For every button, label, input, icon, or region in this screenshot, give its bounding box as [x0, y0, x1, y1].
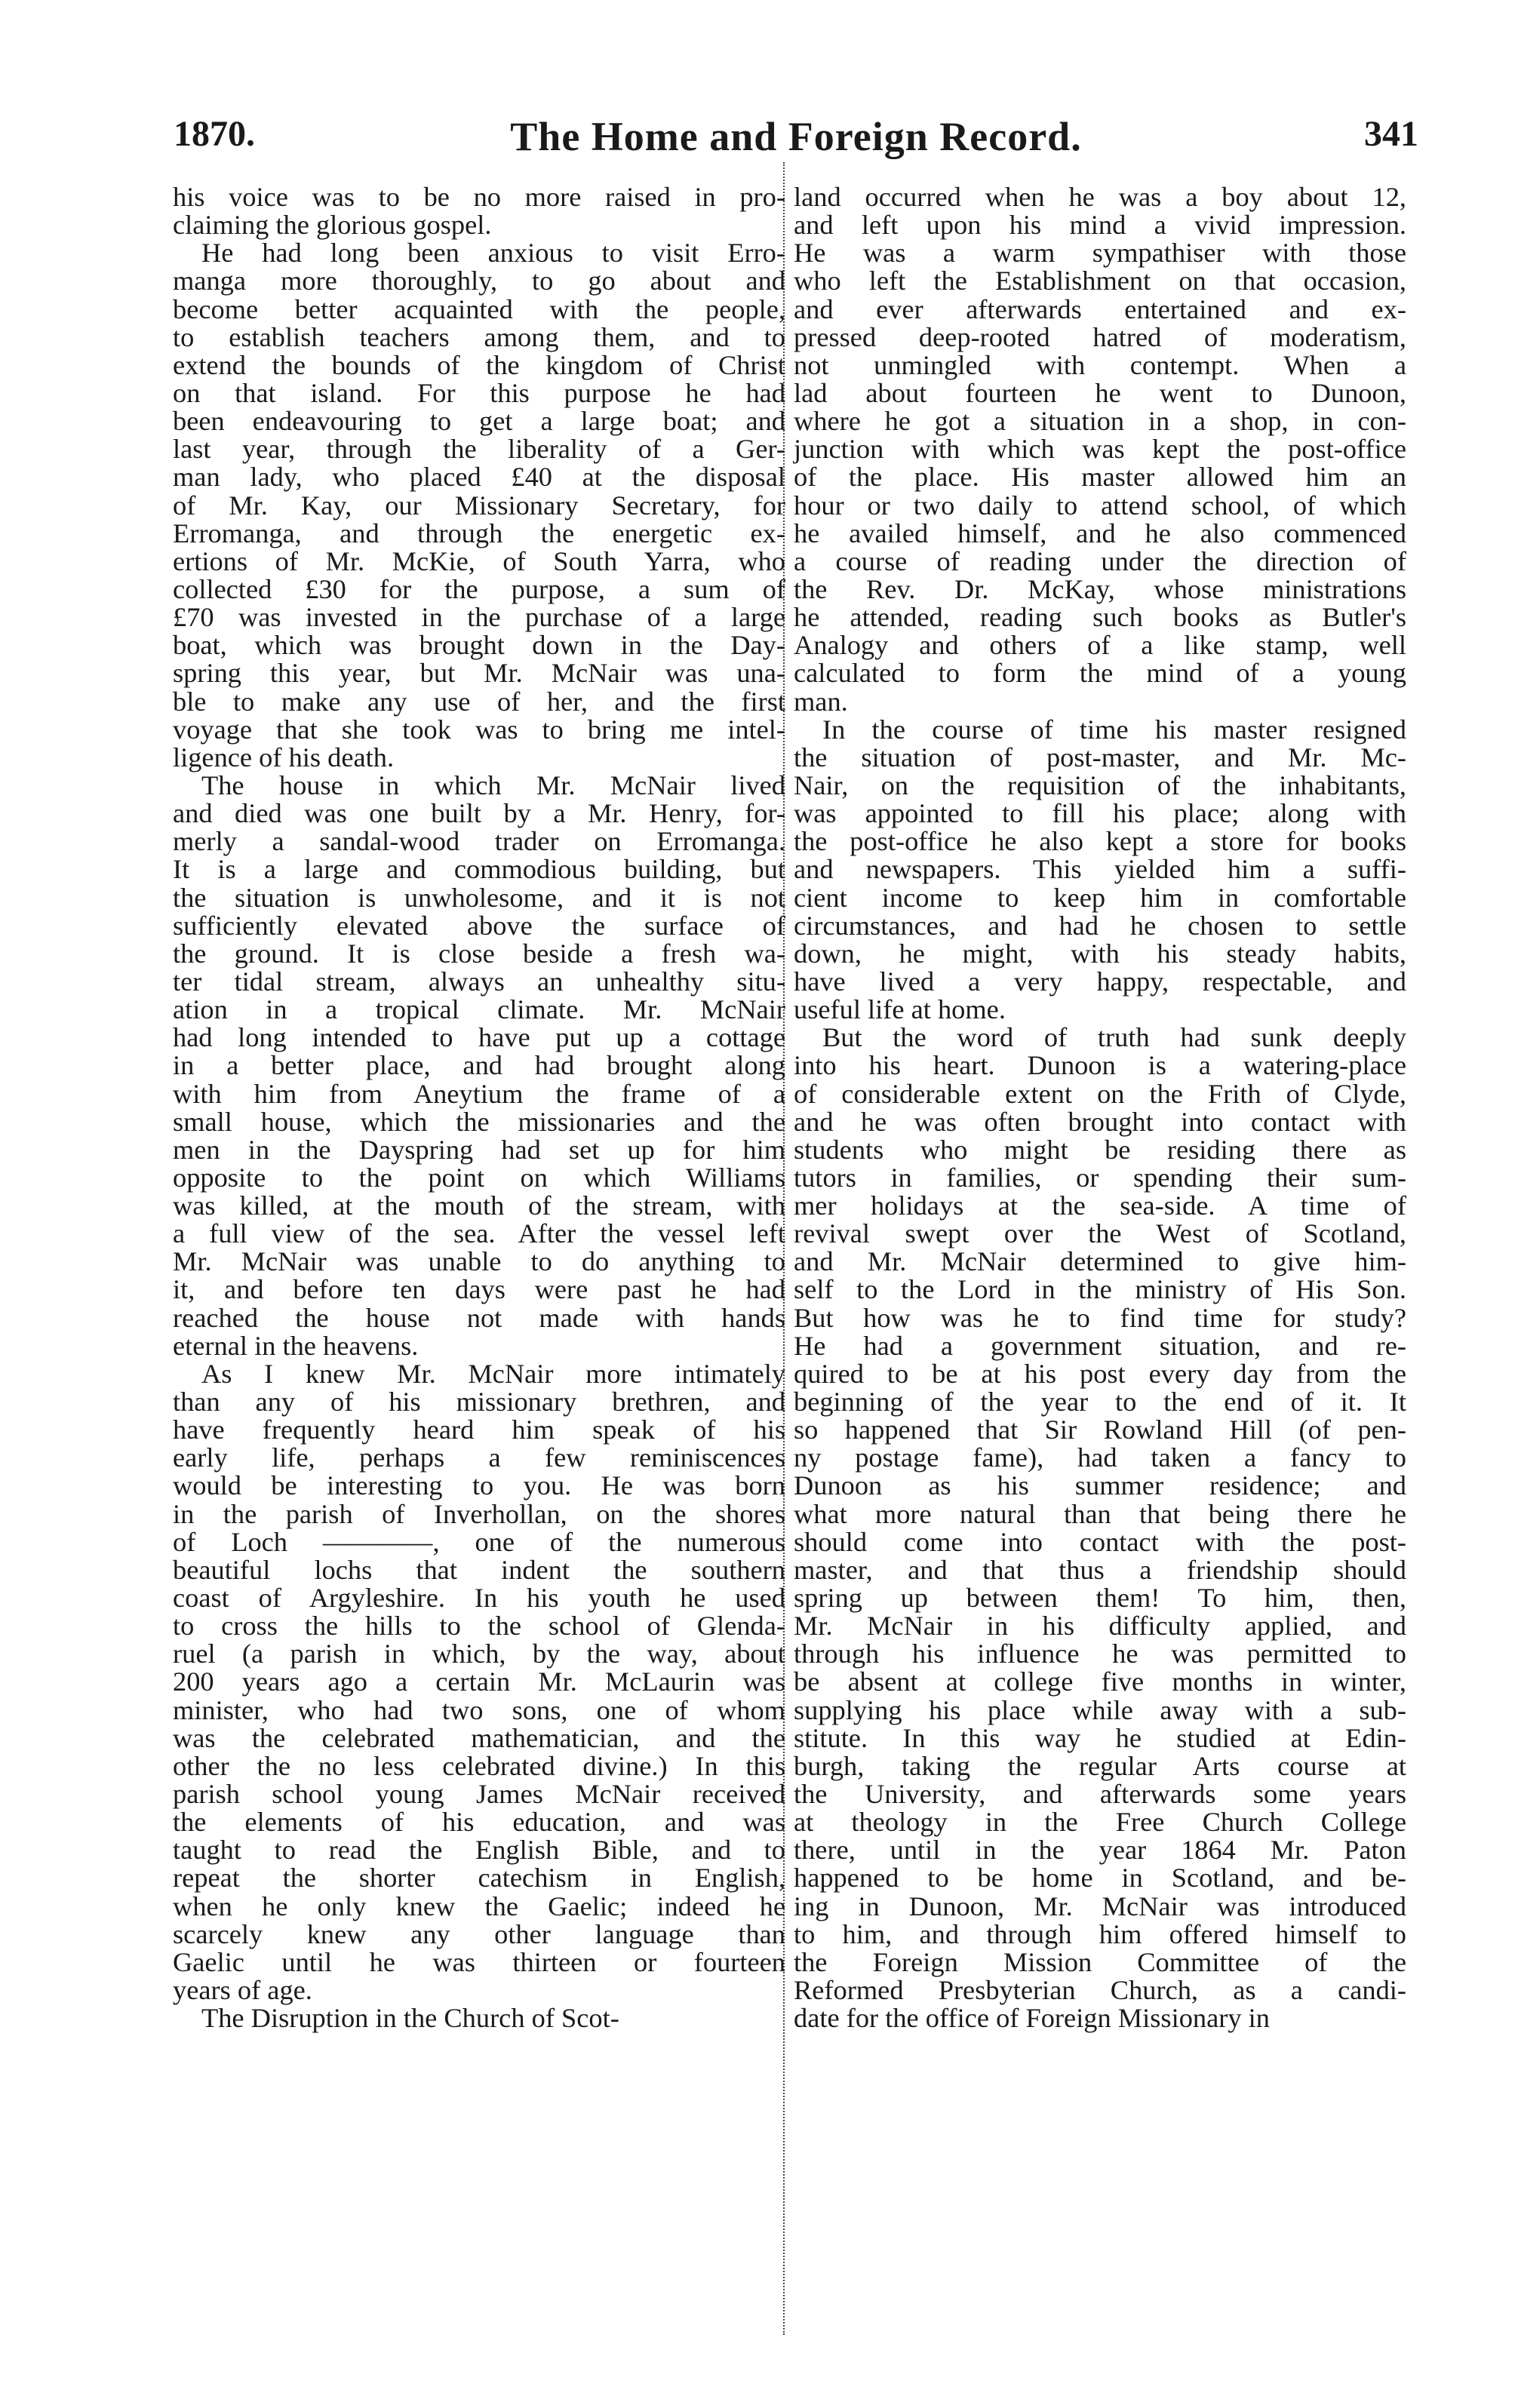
text-line: circumstances, and had he chosen to settle	[794, 910, 1406, 941]
text-line: with him from Aneytium the frame of a	[173, 1078, 785, 1109]
text-line: master, and that thus a friendship should	[794, 1554, 1406, 1585]
text-line: to establish teachers among them, and to	[173, 321, 785, 352]
text-line: reached the house not made with hands	[173, 1302, 785, 1333]
text-line: minister, who had two sons, one of whom	[173, 1694, 785, 1725]
text-line: repeat the shorter catechism in English,	[173, 1863, 785, 1894]
text-line: was the celebrated mathematician, and the	[173, 1722, 785, 1753]
text-line: He had a government situation, and re-	[794, 1330, 1406, 1361]
text-line: The house in which Mr. McNair lived	[201, 769, 785, 800]
text-line: early life, perhaps a few reminiscences	[173, 1442, 785, 1473]
text-line: beautiful lochs that indent the southern	[173, 1554, 785, 1585]
text-line: students who might be residing there as	[794, 1134, 1406, 1165]
text-line: Nair, on the requisition of the inhabitants,	[794, 769, 1406, 800]
text-line: extend the bounds of the kingdom of Christ	[173, 349, 785, 380]
text-line: he availed himself, and he also commenced	[794, 518, 1406, 548]
text-line: useful life at home.	[794, 994, 1006, 1025]
journal-title: The Home and Foreign Record.	[510, 114, 1082, 159]
paragraph	[173, 2004, 785, 2032]
text-line: in a better place, and had brought along	[173, 1050, 785, 1081]
paragraph	[173, 239, 785, 772]
text-line: ruel (a parish in which, by the way, about	[173, 1639, 785, 1669]
text-line: Dunoon as his summer residence; and	[794, 1470, 1406, 1501]
text-line: down, he might, with his steady habits,	[794, 938, 1406, 969]
text-line: a full view of the sea. After the vessel left	[173, 1218, 785, 1249]
text-line: merly a sandal-wood trader on Erromanga.	[173, 826, 785, 857]
text-line: he attended, reading such books as Butler's	[794, 602, 1406, 633]
text-line: ter tidal stream, always an unhealthy situ-	[173, 966, 785, 997]
text-line: Gaelic until he was thirteen or fourteen	[173, 1946, 785, 1977]
text-line: have lived a very happy, respectable, and	[794, 966, 1406, 997]
text-line: It is a large and commodious building, but	[173, 854, 785, 885]
text-line: last year, through the liberality of a Ger-	[173, 434, 785, 465]
text-line: what more natural than that being there he	[794, 1498, 1406, 1529]
text-line: the elements of his education, and was	[173, 1807, 785, 1838]
text-line: In the course of time his master resigned	[822, 714, 1406, 745]
text-line: ation in a tropical climate. Mr. McNair	[173, 994, 785, 1025]
text-line: have frequently heard him speak of his	[173, 1414, 785, 1445]
text-line: Analogy and others of a like stamp, well	[794, 630, 1406, 661]
text-line: of the place. His master allowed him an	[794, 462, 1406, 493]
text-line: eternal in the heavens.	[173, 1330, 419, 1361]
text-line: As I knew Mr. McNair more intimately	[201, 1358, 785, 1389]
text-line: of Mr. Kay, our Missionary Secretary, for	[173, 490, 785, 521]
text-line: man lady, who placed £40 at the disposal	[173, 462, 785, 493]
text-line: to cross the hills to the school of Glenda-	[173, 1611, 785, 1642]
text-line: ligence of his death.	[173, 742, 395, 772]
text-line: was killed, at the mouth of the stream, with	[173, 1190, 785, 1221]
running-header	[174, 113, 1418, 166]
text-line: to him, and through him offered himself to	[794, 1918, 1406, 1949]
text-line: collected £30 for the purpose, a sum of	[173, 573, 785, 604]
text-line: happened to be home in Scotland, and be-	[794, 1863, 1406, 1894]
text-line: and he was often brought into contact with	[794, 1106, 1406, 1137]
text-line: quired to be at his post every day from the	[794, 1358, 1406, 1389]
text-line: the situation is unwholesome, and it is not	[173, 882, 785, 913]
text-line: ble to make any use of her, and the first	[173, 686, 785, 717]
text-line: should come into contact with the post-	[794, 1526, 1406, 1557]
text-line: ertions of Mr. McKie, of South Yarra, who	[173, 545, 785, 576]
text-line: self to the Lord in the ministry of His Son.	[794, 1274, 1406, 1305]
text-line: be absent at college five months in winter,	[794, 1666, 1406, 1697]
text-line: and newspapers. This yielded him a suffi-	[794, 854, 1406, 885]
left-column	[173, 183, 785, 2032]
text-line: £70 was invested in the purchase of a large	[173, 602, 785, 633]
text-line: men in the Dayspring had set up for him	[173, 1134, 785, 1165]
text-line: and ever afterwards entertained and ex-	[794, 293, 1406, 324]
text-line: ing in Dunoon, Mr. McNair was introduced	[794, 1890, 1406, 1921]
text-line: hour or two daily to attend school, of which	[794, 490, 1406, 521]
text-line: years of age.	[173, 1975, 312, 2005]
text-line: Erromanga, and through the energetic ex-	[173, 518, 785, 548]
text-line: manga more thoroughly, to go about and	[173, 266, 785, 296]
paragraph	[173, 769, 785, 1361]
header-year: 1870.	[174, 114, 255, 154]
text-line: But the word of truth had sunk deeply	[822, 1022, 1406, 1053]
text-line: small house, which the missionaries and the	[173, 1106, 785, 1137]
text-line: cient income to keep him in comfortable	[794, 882, 1406, 913]
text-line: and left upon his mind a vivid impression.	[794, 210, 1406, 241]
text-line: scarcely knew any other language than	[173, 1918, 785, 1949]
text-line: parish school young James McNair received	[173, 1779, 785, 1810]
text-line: into his heart. Dunoon is a watering-place	[794, 1050, 1406, 1081]
text-line: claiming the glorious gospel.	[173, 210, 492, 241]
text-line: tutors in families, or spending their sum-	[794, 1162, 1406, 1193]
text-line: lad about fourteen he went to Dunoon,	[794, 377, 1406, 408]
text-line: on that island. For this purpose he had	[173, 377, 785, 408]
text-line: Mr. McNair in his difficulty applied, and	[794, 1611, 1406, 1642]
text-line: junction with which was kept the post-office	[794, 434, 1406, 465]
text-line: where he got a situation in a shop, in con-	[794, 406, 1406, 437]
text-line: who left the Establishment on that occasion,	[794, 266, 1406, 296]
text-line: land occurred when he was a boy about 12,	[794, 182, 1406, 212]
right-column	[794, 183, 1406, 2032]
text-line: pressed deep-rooted hatred of moderatism,	[794, 321, 1406, 352]
text-line: boat, which was brought down in the Day-	[173, 630, 785, 661]
text-line: when he only knew the Gaelic; indeed he	[173, 1890, 785, 1921]
text-line: 200 years ago a certain Mr. McLaurin was	[173, 1666, 785, 1697]
paragraph	[173, 183, 785, 239]
text-line: the situation of post-master, and Mr. Mc-	[794, 742, 1406, 772]
text-line: the post-office he also kept a store for books	[794, 826, 1406, 857]
text-line: a course of reading under the direction of	[794, 545, 1406, 576]
text-line: become better acquainted with the people,	[173, 293, 785, 324]
text-line: the Rev. Dr. McKay, whose ministrations	[794, 573, 1406, 604]
text-line: the Foreign Mission Committee of the	[794, 1946, 1406, 1977]
text-line: supplying his place while away with a sub-	[794, 1694, 1406, 1725]
text-line: and Mr. McNair determined to give him-	[794, 1246, 1406, 1277]
text-line: opposite to the point on which Williams	[173, 1162, 785, 1193]
text-line: voyage that she took was to bring me intel-	[173, 714, 785, 745]
text-line: revival swept over the West of Scotland,	[794, 1218, 1406, 1249]
text-line: sufficiently elevated above the surface of	[173, 910, 785, 941]
text-line: spring this year, but Mr. McNair was una-	[173, 658, 785, 689]
text-line: beginning of the year to the end of it. It	[794, 1387, 1406, 1417]
text-line: taught to read the English Bible, and to	[173, 1835, 785, 1866]
text-line: But how was he to find time for study?	[794, 1302, 1406, 1333]
text-line: calculated to form the mind of a young	[794, 658, 1406, 689]
text-line: not unmingled with contempt. When a	[794, 349, 1406, 380]
paragraph	[794, 716, 1406, 1024]
text-line: coast of Argyleshire. In his youth he used	[173, 1583, 785, 1614]
text-line: been endeavouring to get a large boat; and	[173, 406, 785, 437]
text-line: date for the office of Foreign Missionary in	[794, 2003, 1270, 2034]
paragraph	[173, 1360, 785, 2004]
text-line: spring up between them! To him, then,	[794, 1583, 1406, 1614]
text-line: in the parish of Inverhollan, on the shores	[173, 1498, 785, 1529]
text-line: through his influence he was permitted to	[794, 1639, 1406, 1669]
text-line: burgh, taking the regular Arts course at	[794, 1750, 1406, 1781]
text-line: Reformed Presbyterian Church, as a candi-	[794, 1975, 1406, 2005]
paragraph	[794, 1024, 1406, 2032]
text-line: He had long been anxious to visit Erro-	[201, 238, 785, 269]
text-line: his voice was to be no more raised in pro-	[173, 182, 785, 212]
text-line: man.	[794, 686, 848, 717]
text-line: The Disruption in the Church of Scot-	[201, 2003, 619, 2034]
text-line: the ground. It is close beside a fresh wa-	[173, 938, 785, 969]
text-line: stitute. In this way he studied at Edin-	[794, 1722, 1406, 1753]
text-line: He was a warm sympathiser with those	[794, 238, 1406, 269]
text-line: it, and before ten days were past he had	[173, 1274, 785, 1305]
text-line: than any of his missionary brethren, and	[173, 1387, 785, 1417]
text-line: the University, and afterwards some years	[794, 1779, 1406, 1810]
text-line: would be interesting to you. He was born	[173, 1470, 785, 1501]
text-line: at theology in the Free Church College	[794, 1807, 1406, 1838]
text-line: of Loch ————, one of the numerous	[173, 1526, 785, 1557]
text-line: and died was one built by a Mr. Henry, for-	[173, 798, 785, 829]
text-line: had long intended to have put up a cottage	[173, 1022, 785, 1053]
text-line: so happened that Sir Rowland Hill (of pen-	[794, 1414, 1406, 1445]
text-line: was appointed to fill his place; along with	[794, 798, 1406, 829]
text-line: of considerable extent on the Frith of Clyde,	[794, 1078, 1406, 1109]
text-line: there, until in the year 1864 Mr. Paton	[794, 1835, 1406, 1866]
paragraph	[794, 183, 1406, 716]
text-line: other the no less celebrated divine.) In this	[173, 1750, 785, 1781]
text-line: Mr. McNair was unable to do anything to	[173, 1246, 785, 1277]
text-line: ny postage fame), had taken a fancy to	[794, 1442, 1406, 1473]
page-number: 341	[1364, 114, 1418, 154]
text-line: mer holidays at the sea-side. A time of	[794, 1190, 1406, 1221]
